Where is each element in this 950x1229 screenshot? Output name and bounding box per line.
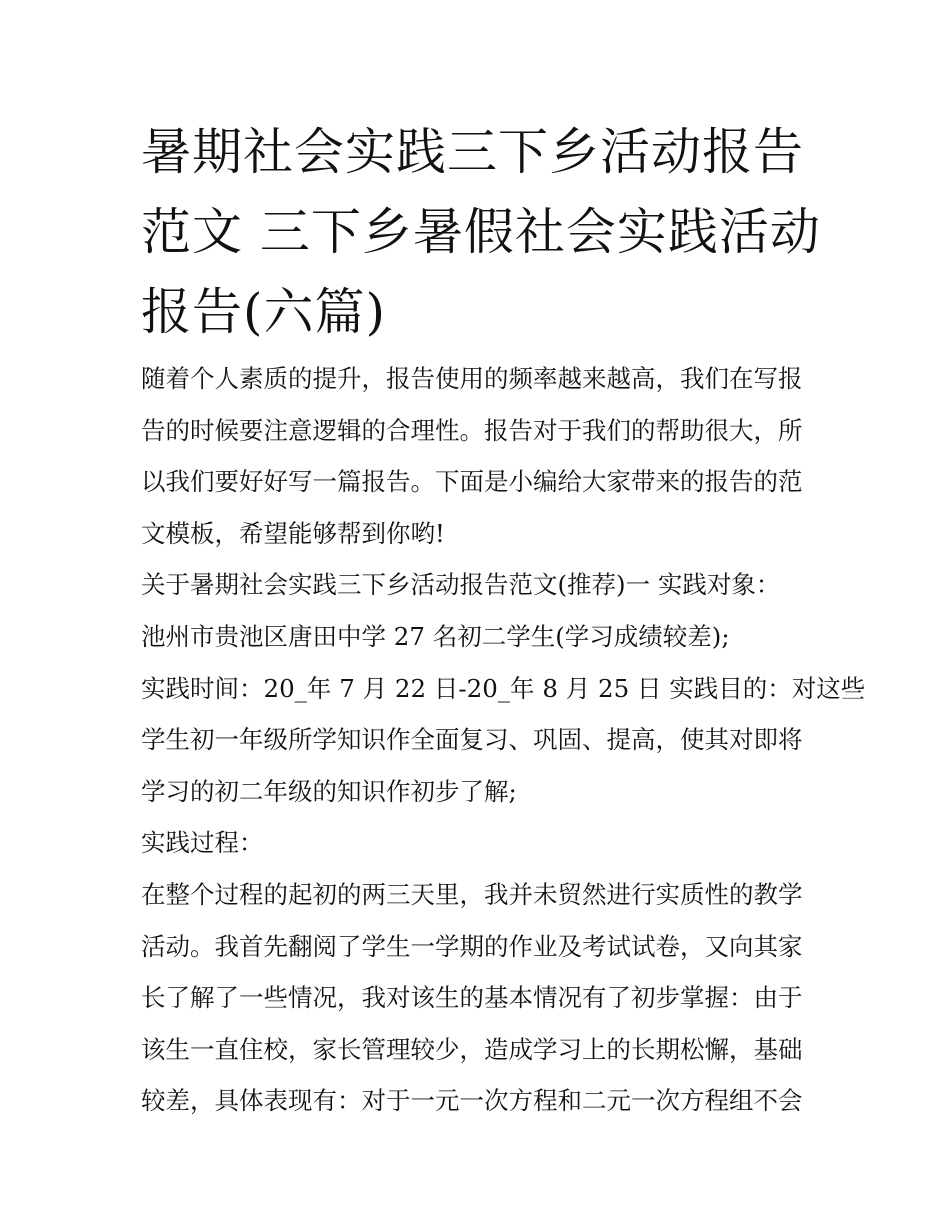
body-text-line: 长了解了一些情况，我对该生的基本情况有了初步掌握：由于 [141, 983, 803, 1013]
body-text-line: 活动。我首先翻阅了学生一学期的作业及考试试卷，又向其家 [141, 931, 803, 961]
body-text-line: 较差，具体表现有：对于一元一次方程和二元一次方程组不会 [141, 1086, 803, 1116]
body-text-line: 告的时候要注意逻辑的合理性。报告对于我们的帮助很大，所 [141, 415, 803, 445]
document-title [141, 112, 821, 352]
body-text-line: 关于暑期社会实践三下乡活动报告范文(推荐)一 实践对象： [141, 570, 781, 600]
body-text-line: 以我们要好好写一篇报告。下面是小编给大家带来的报告的范 [141, 467, 803, 497]
body-text-line: 文模板，希望能够帮到你哟! [141, 518, 445, 548]
document-body [141, 353, 866, 1127]
body-text-line: 在整个过程的起初的两三天里，我并未贸然进行实质性的教学 [141, 879, 803, 909]
body-text-line: 学生初一年级所学知识作全面复习、巩固、提高，使其对即将 [141, 725, 803, 755]
body-text-line: 实践过程： [141, 828, 264, 858]
title-line: 报告(六篇) [141, 283, 387, 341]
body-text-line: 学习的初二年级的知识作初步了解; [141, 776, 517, 806]
body-text-line: 随着个人素质的提升，报告使用的频率越来越高，我们在写报 [141, 364, 803, 393]
body-text-line: 该生一直住校，家长管理较少，造成学习上的长期松懈，基础 [141, 1034, 803, 1064]
title-line: 范文 三下乡暑假社会实践活动 [141, 203, 821, 261]
body-text-line: 实践时间：20_年 7 月 22 日-20_年 8 月 25 日 实践目的：对这些 [141, 673, 866, 703]
title-line: 暑期社会实践三下乡活动报告 [141, 123, 804, 181]
body-text-line: 池州市贵池区唐田中学 27 名初二学生(学习成绩较差); [141, 621, 730, 651]
